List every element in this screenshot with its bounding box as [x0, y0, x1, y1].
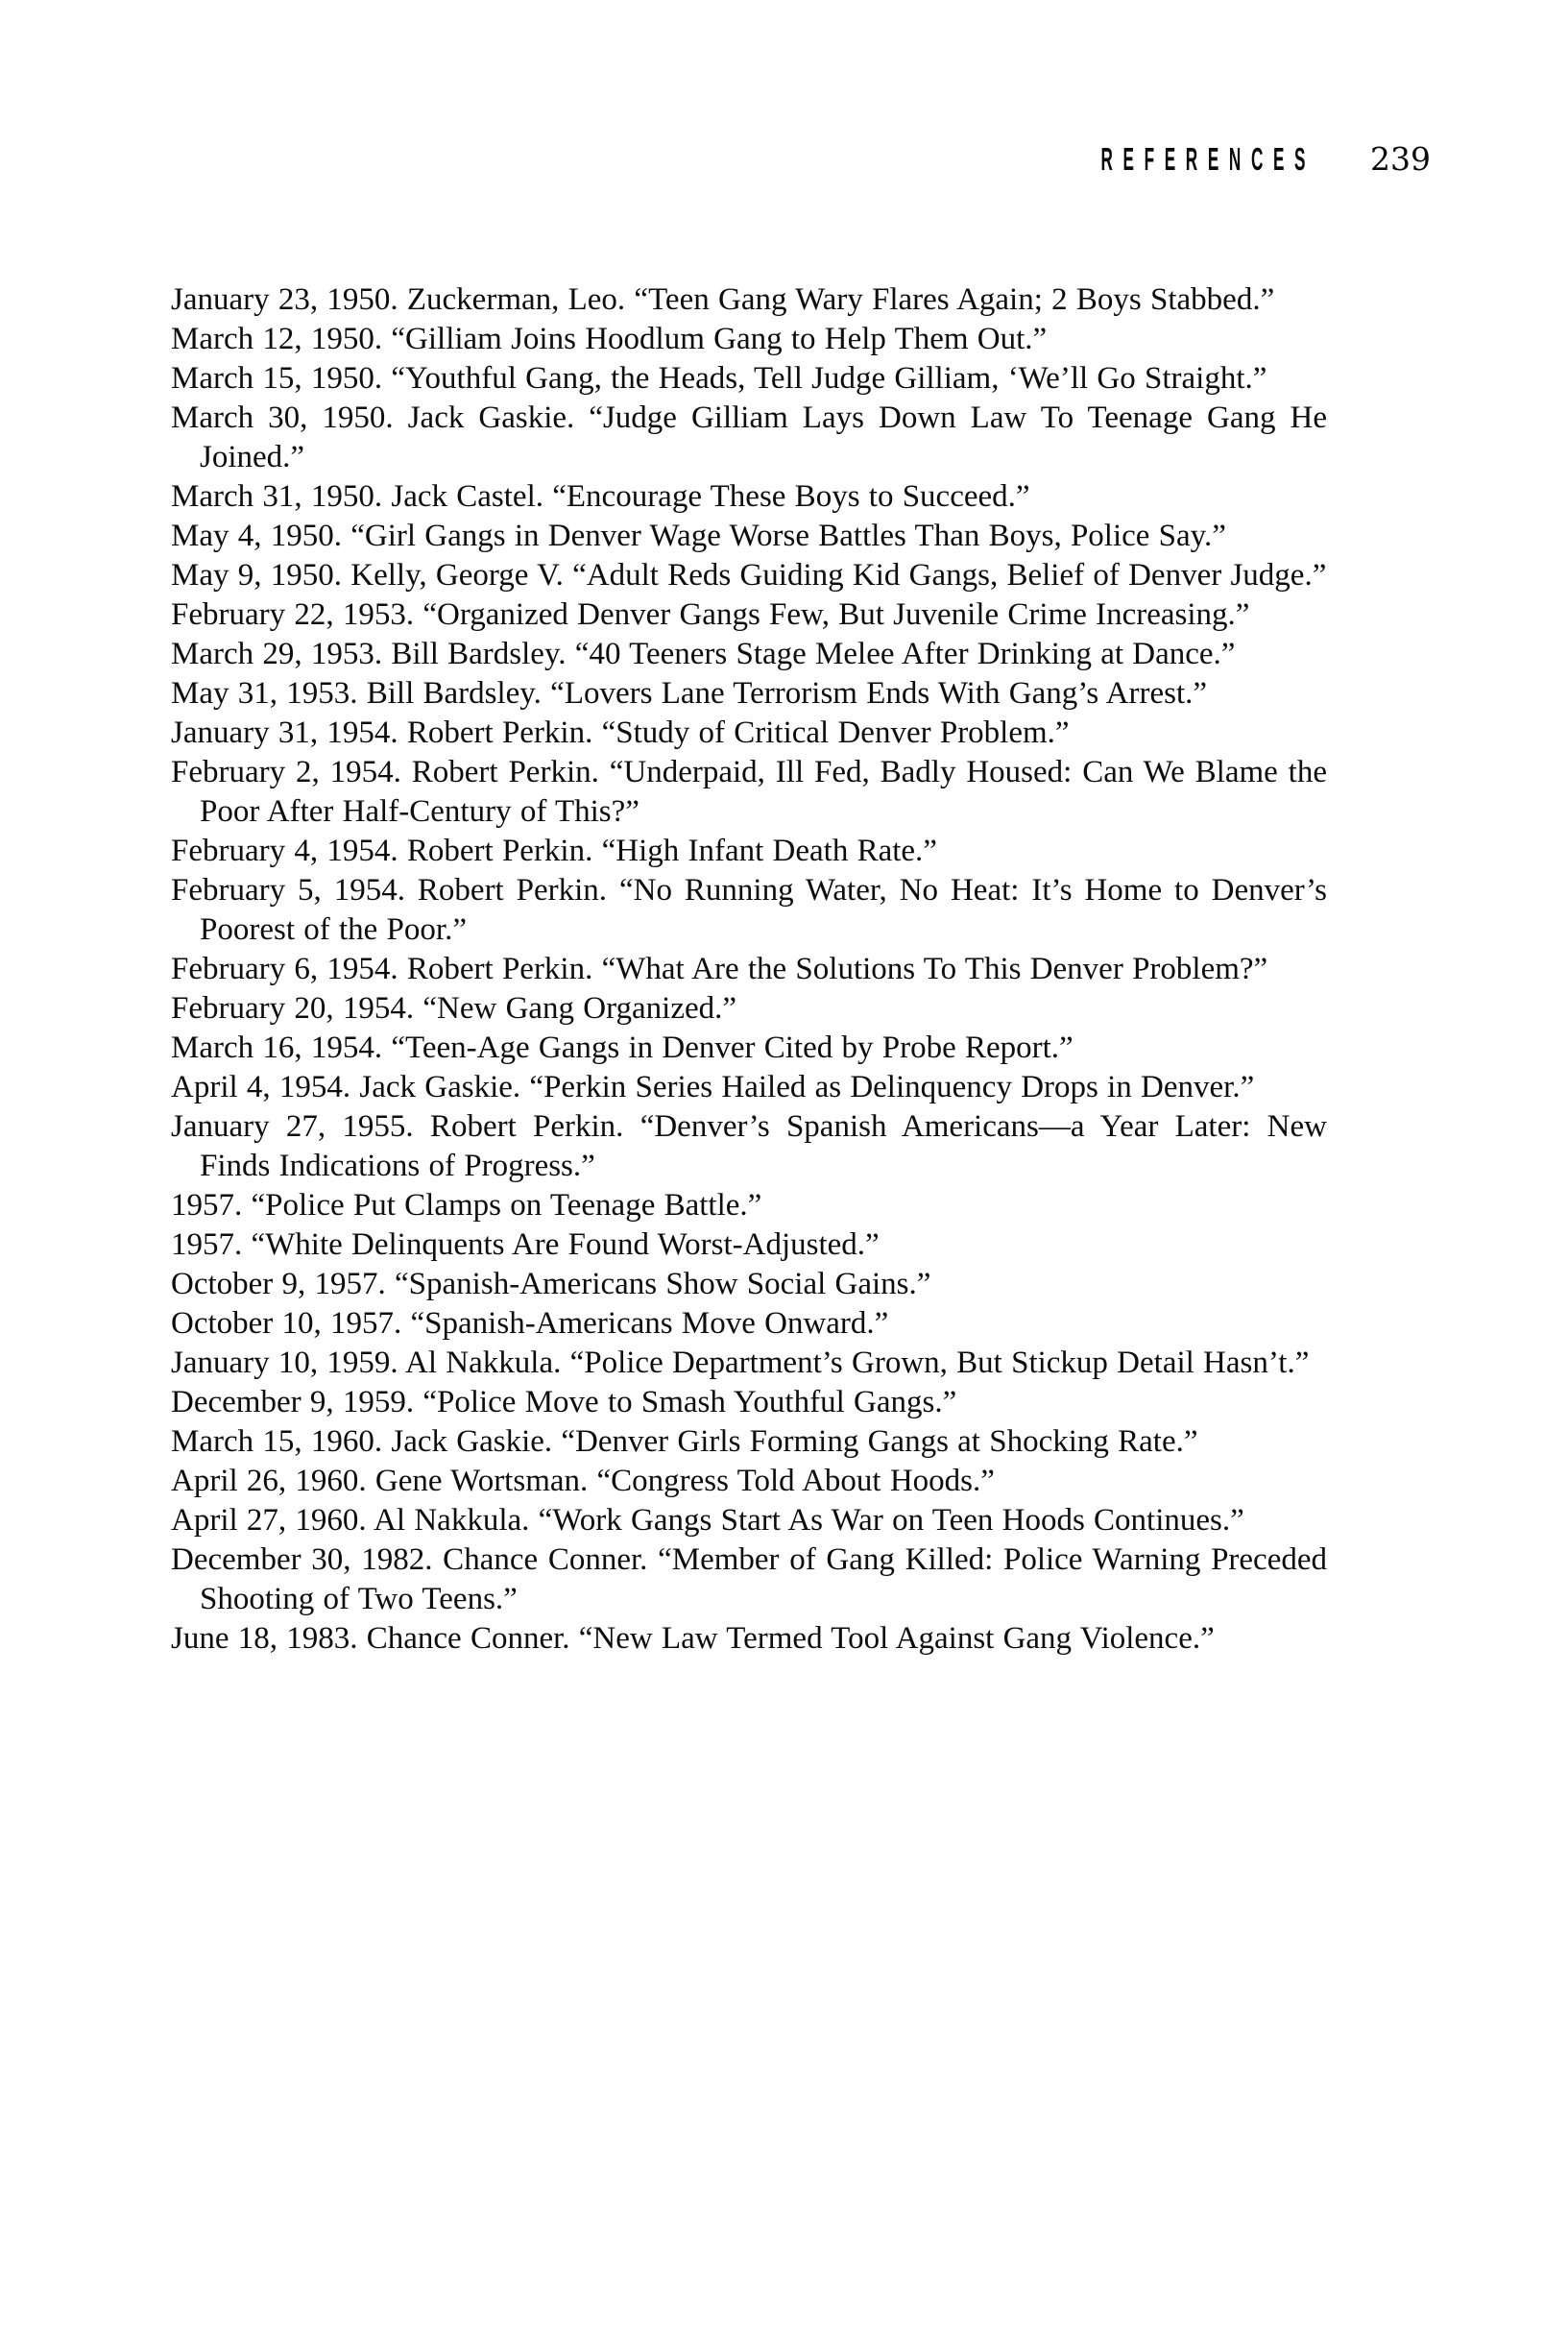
- reference-entry: February 6, 1954. Robert Perkin. “What Are the Solutions To This Denver Problem?”: [171, 952, 1268, 986]
- reference-entry: June 18, 1983. Chance Conner. “New Law Termed Tool Against Gang Violence.”: [171, 1621, 1215, 1656]
- running-head: [903, 140, 1431, 178]
- reference-entry: April 27, 1960. Al Nakkula. “Work Gangs Start As War on Teen Hoods Continues.”: [171, 1503, 1244, 1538]
- reference-entry: March 15, 1950. “Youthful Gang, the Heads, Tell Judge Gilliam, ‘We’ll Go Straight.”: [171, 361, 1267, 396]
- reference-entry: December 30, 1982. Chance Conner. “Member of Gang Killed: Police Warning Preceded Shooting of Two Teens.”: [171, 1542, 1327, 1616]
- reference-entry: January 31, 1954. Robert Perkin. “Study of Critical Denver Problem.”: [171, 715, 1070, 750]
- page-number: 239: [1370, 140, 1431, 178]
- reference-entry: February 2, 1954. Robert Perkin. “Underpaid, Ill Fed, Badly Housed: Can We Blame the Poor After Half-Century of This?”: [171, 755, 1327, 829]
- reference-entry: April 4, 1954. Jack Gaskie. “Perkin Series Hailed as Delinquency Drops in Denver.”: [171, 1070, 1255, 1104]
- reference-entry: March 15, 1960. Jack Gaskie. “Denver Girls Forming Gangs at Shocking Rate.”: [171, 1424, 1198, 1459]
- reference-entry: January 23, 1950. Zuckerman, Leo. “Teen Gang Wary Flares Again; 2 Boys Stabbed.”: [171, 282, 1275, 317]
- reference-entry: February 22, 1953. “Organized Denver Gangs Few, But Juvenile Crime Increasing.”: [171, 597, 1250, 632]
- reference-entry: January 27, 1955. Robert Perkin. “Denver’s Spanish Americans—a Year Later: New Finds Indications of Progress.”: [171, 1109, 1327, 1183]
- reference-entry: March 16, 1954. “Teen-Age Gangs in Denver Cited by Probe Report.”: [171, 1031, 1073, 1065]
- reference-entry: April 26, 1960. Gene Wortsman. “Congress Told About Hoods.”: [171, 1464, 995, 1498]
- reference-entry: March 12, 1950. “Gilliam Joins Hoodlum Gang to Help Them Out.”: [171, 322, 1048, 356]
- reference-entry: 1957. “White Delinquents Are Found Worst-Adjusted.”: [171, 1227, 880, 1262]
- reference-entry: March 31, 1950. Jack Castel. “Encourage These Boys to Succeed.”: [171, 479, 1030, 514]
- reference-entry: October 9, 1957. “Spanish-Americans Show Social Gains.”: [171, 1267, 931, 1301]
- reference-entry: February 4, 1954. Robert Perkin. “High Infant Death Rate.”: [171, 834, 937, 868]
- reference-entry: May 4, 1950. “Girl Gangs in Denver Wage Worse Battles Than Boys, Police Say.”: [171, 519, 1226, 553]
- reference-entry: December 9, 1959. “Police Move to Smash Youthful Gangs.”: [171, 1385, 957, 1419]
- reference-entry: March 30, 1950. Jack Gaskie. “Judge Gilliam Lays Down Law To Teenage Gang He Joined.”: [171, 400, 1327, 474]
- reference-list: [171, 280, 1327, 1659]
- reference-entry: February 5, 1954. Robert Perkin. “No Running Water, No Heat: It’s Home to Denver’s Poorest of the Poor.”: [171, 873, 1327, 947]
- reference-entry: May 9, 1950. Kelly, George V. “Adult Reds Guiding Kid Gangs, Belief of Denver Judge.”: [171, 558, 1327, 593]
- reference-entry: January 10, 1959. Al Nakkula. “Police Department’s Grown, But Stickup Detail Hasn’t.”: [171, 1346, 1310, 1380]
- running-head-title: REFERENCES: [1100, 141, 1315, 177]
- reference-entry: May 31, 1953. Bill Bardsley. “Lovers Lane Terrorism Ends With Gang’s Arrest.”: [171, 676, 1208, 711]
- reference-entry: 1957. “Police Put Clamps on Teenage Battle.”: [171, 1188, 762, 1223]
- reference-entry: March 29, 1953. Bill Bardsley. “40 Teeners Stage Melee After Drinking at Dance.”: [171, 637, 1236, 671]
- reference-entry: October 10, 1957. “Spanish-Americans Move Onward.”: [171, 1306, 889, 1341]
- reference-entry: February 20, 1954. “New Gang Organized.”: [171, 991, 737, 1026]
